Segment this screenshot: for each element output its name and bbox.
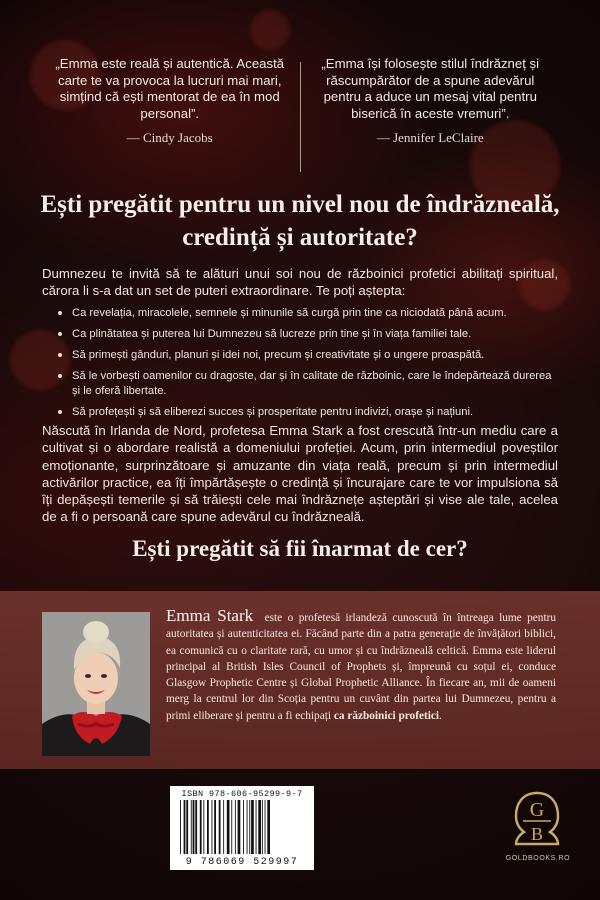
barcode-bar — [256, 800, 257, 854]
barcode-bar — [184, 800, 186, 854]
logo-letter-b: B — [530, 824, 544, 844]
barcode-bar — [203, 800, 204, 854]
quote-text: „Emma este reală și autentică. Această carte te va provoca la lucruri mai mari, simțind că ești mentorat de ea în mod personal”. — [55, 56, 285, 121]
barcode-bar — [258, 800, 261, 854]
quote-author: — Cindy Jacobs — [126, 130, 213, 145]
publisher-website: GOLDBOOKS.RO — [505, 855, 571, 862]
barcode-bar — [219, 800, 221, 854]
bio-text: este o profetesă irlandeză cunoscută în întreaga lume pentru autoritatea și autenticitatea ei. Făcând parte din a patra generație de învățători biblici, ea comunică cu o claritate rară, cu umor și cu îndrăzneală celtică. Emma este liderul principal al British Isles Council of Prophets și, împreună cu soțul ei, conduce Glasgow Prophetic Centre și Global Prophetic Alliance. În fiecare an, mii de oameni merg la centrul lor din Scoția pentru un cuvânt din partea lui Dumnezeu, pentru a primi eliberare și pentru a fi echipați — [166, 612, 556, 722]
barcode-bar — [186, 800, 188, 854]
intro-paragraph: Dumnezeu te invită să te alături unui soi nou de războinici profetici abilitați spiritual, cărora li s-a dat un set de puteri extraordinare. Te poți aștepta: — [42, 266, 558, 298]
endorsements — [40, 56, 560, 176]
barcode-bar — [251, 800, 254, 854]
barcode-bar — [267, 800, 270, 854]
barcode-bar — [249, 800, 250, 854]
logo-letter-g: G — [529, 799, 545, 821]
barcode-bar — [191, 800, 192, 854]
list-item: Să le vorbești oamenilor cu dragoste, dar și în calitate de războinic, care le îndepărtează durerea și le oferă libertate. — [58, 369, 554, 399]
barcode-bar — [195, 800, 197, 854]
barcode-bar — [223, 800, 224, 854]
bio-emphasis: ca războinici profetici — [333, 709, 440, 722]
barcode-bar — [262, 800, 263, 854]
quote-text: „Emma își folosește stilul îndrăzneț și răscumpărător de a spune adevărul pentru a aduce un mesaj vital pentru biserică în aceste vremuri”. — [321, 56, 540, 121]
closing-headline: Ești pregătit să fii înarmat de cer? — [132, 536, 468, 561]
list-item: Ca revelația, miracolele, semnele și minunile să curgă prin tine ca niciodată până acum. — [58, 306, 554, 321]
quote-author: — Jennifer LeClaire — [376, 130, 484, 145]
expectations-list — [58, 306, 554, 426]
barcode-bar — [243, 800, 244, 854]
author-name: Emma Stark — [166, 606, 254, 625]
list-item: Să primești gânduri, planuri și idei noi, precum și creativitate și o ungere proaspătă. — [58, 348, 554, 363]
bio-end: . — [439, 709, 442, 722]
author-photo — [42, 612, 150, 756]
barcode-bar — [207, 800, 209, 854]
author-portrait-illustration — [42, 612, 150, 756]
description-paragraph: Născută în Irlanda de Nord, profetesa Emma Stark a fost crescută într-un mediu care a cultivat și o abordare realistă a domeniului profeției. Acum, prin intermediul poveștilor emoționante, surprinzătoare și amuzante din viața reală, precum și prin intermediul activărilor practice, ea îți împărtășește o credință și încurajare care te vor impulsiona să îți depășești temerile și să trăiești cele mai îndrăznețe așteptări și vise ale tale, acelea de a fi o persoană care spune adevărul cu îndrăzneală. — [42, 423, 558, 525]
barcode-bar — [265, 800, 266, 854]
barcode-digits: 9 786069 529997 — [185, 857, 299, 868]
list-item: Să profețești și să eliberezi succes și prosperitate pentru indivizi, orașe și națiuni. — [58, 405, 554, 420]
endorsement-quote — [301, 56, 561, 176]
bokeh-light — [250, 10, 290, 50]
isbn-label: ISBN 978-606-95299-9-7 — [181, 789, 303, 799]
main-headline: Ești pregătit pentru un nivel nou de îndrăzneală, credință și autoritate? — [40, 191, 560, 251]
endorsement-quote — [40, 56, 300, 176]
barcode-bar — [247, 800, 248, 854]
barcode-bar — [200, 800, 202, 854]
isbn-barcode — [170, 786, 314, 870]
barcode-bar — [235, 800, 236, 854]
author-bio — [166, 608, 556, 724]
barcode-bar — [214, 800, 216, 854]
list-item: Ca plinătatea și puterea lui Dumnezeu să lucreze prin tine și în viața familiei tale. — [58, 327, 554, 342]
barcode-bars — [180, 800, 304, 854]
barcode-bar — [193, 800, 195, 854]
barcode-bar — [212, 800, 213, 854]
barcode-bar — [227, 800, 230, 854]
barcode-bar — [238, 800, 241, 854]
barcode-bar — [180, 800, 181, 854]
barcode-bar — [231, 800, 232, 854]
goldbooks-logo-icon — [513, 790, 561, 852]
